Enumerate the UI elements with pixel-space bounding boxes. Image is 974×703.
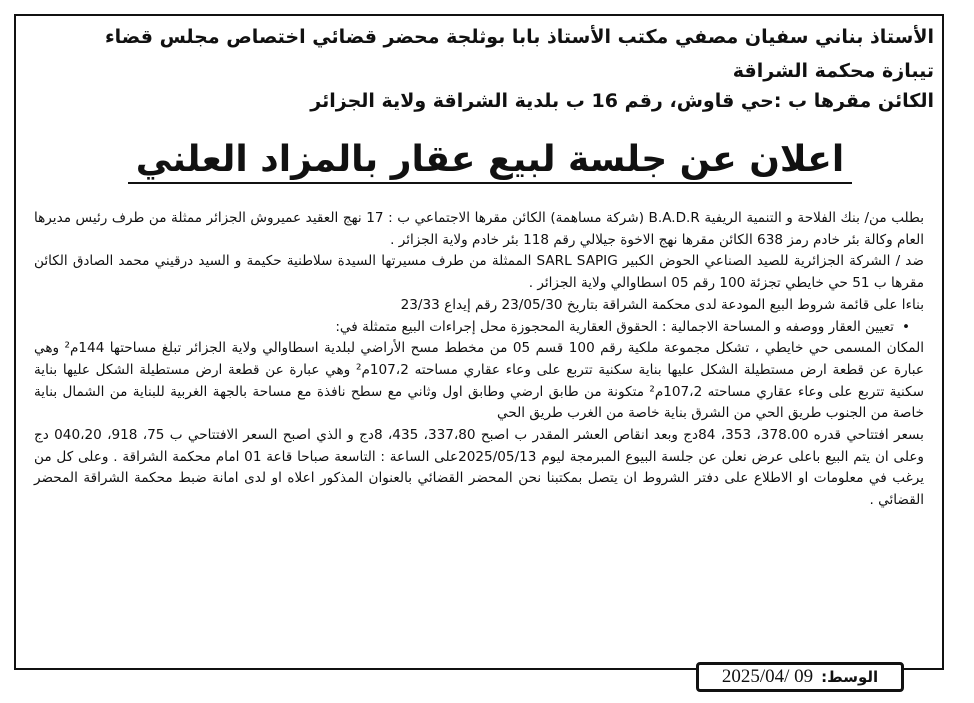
paragraph-property-heading: • تعيين العقار ووصفه و المساحة الاجمالية : الحقوق العقارية المحجوزة محل إجراءات البيع متمثلة في: (34, 317, 924, 339)
notice-title-wrapper (60, 134, 920, 186)
notice-body (34, 208, 924, 512)
header-line-2: تيبازة محكمة الشراقة (732, 60, 934, 82)
paragraph-defendant: ضد / الشركة الجزائرية للصيد الصناعي الحوض الكبير SARL SAPIG الممثلة من طرف مسيرتها السيدة سلاطنية حكيمة و السيد درقيني محمد الصادق الكائن مقرها ب 51 حي خايطي تجزئة 100 رقم 05 اسطاوالي ولاية الجزائر . (34, 253, 924, 292)
paragraph-requester: بطلب من/ بنك الفلاحة و التنمية الريفية B.A.D.R (شركة مساهمة) الكائن مقرها الاجتماعي ب : 17 نهج العقيد عميروش الجزائر ممثلة من طرف رئيس مديرها العام وكالة بئر خادم رمز 638 الكائن مقرها نهج الاخوة جيلالي رقم 118 بئر خادم ولاية الجزائر . (34, 210, 924, 248)
header-line-3: الكائن مقرها ب :حي قاوش، رقم 16 ب بلدية الشراقة ولاية الجزائر (310, 90, 934, 112)
notice-title: اعلان عن جلسة لبيع عقار بالمزاد العلني (128, 139, 852, 184)
paragraph-price-session: بسعر افتتاحي قدره 378.00، 353، 84دج وبعد انقاص العشر المقدر ب اصبح 337،80، 435، 8دج و الذي اصبح السعر الافتتاحي ب 75، 918، 040،20 دج وعلى ان يتم البيع باعلى عرض نعلن عن جلسة البيوع المبرمجة ليوم 2025/05/13على الساعة : التاسعة صباحا قاعة 01 امام محكمة الشراقة . وعلى كل من يرغب في معلومات او الاطلاع على دفتر الشروط ان يتصل بمكتبنا نحن المحضر القضائي بالعنوان المذكور اعلاه او لدى امانة ضبط محكمة الشراقة المحضر القضائي . (34, 427, 924, 509)
paragraph-property-description: المكان المسمى حي خايطي ، تشكل مجموعة ملكية رقم 100 قسم 05 من مخطط مسح الأراضي لبلدية اسطاوالي ولاية الجزائر تبلغ مساحتها 144م² وهي عبارة عن قطعة ارض مستطيلة الشكل عليها بناية سكنية تتربع على وعاء عقاري مساحته 107،2م² وهي عبارة عن قطعة ارض مستطيلة الشكل عليها بناية سكنية تتربع على وعاء عقاري مساحته 107،2م² متكونة من طابق ارضي وطابق اول وثاني مع سطح نافذة مع مساحة بالجهة الغربية للبناية من الشمال بناية خاصة من الجنوب طريق الحي من الشرق بناية خاصة من الغرب طريق الحي (34, 340, 924, 422)
publication-label: الوسط: (821, 668, 879, 686)
publication-stamp (696, 662, 904, 692)
header-line-1: الأستاذ بناني سفيان مصفي مكتب الأستاذ بابا بوثلجة محضر قضائي اختصاص مجلس قضاء (104, 26, 934, 48)
paragraph-conditions: بناءا على قائمة شروط البيع المودعة لدى محكمة الشراقة بتاريخ 23/05/30 رقم إيداع 23/33 (400, 296, 924, 313)
publication-date: 2025/04/ 09 (721, 666, 814, 687)
